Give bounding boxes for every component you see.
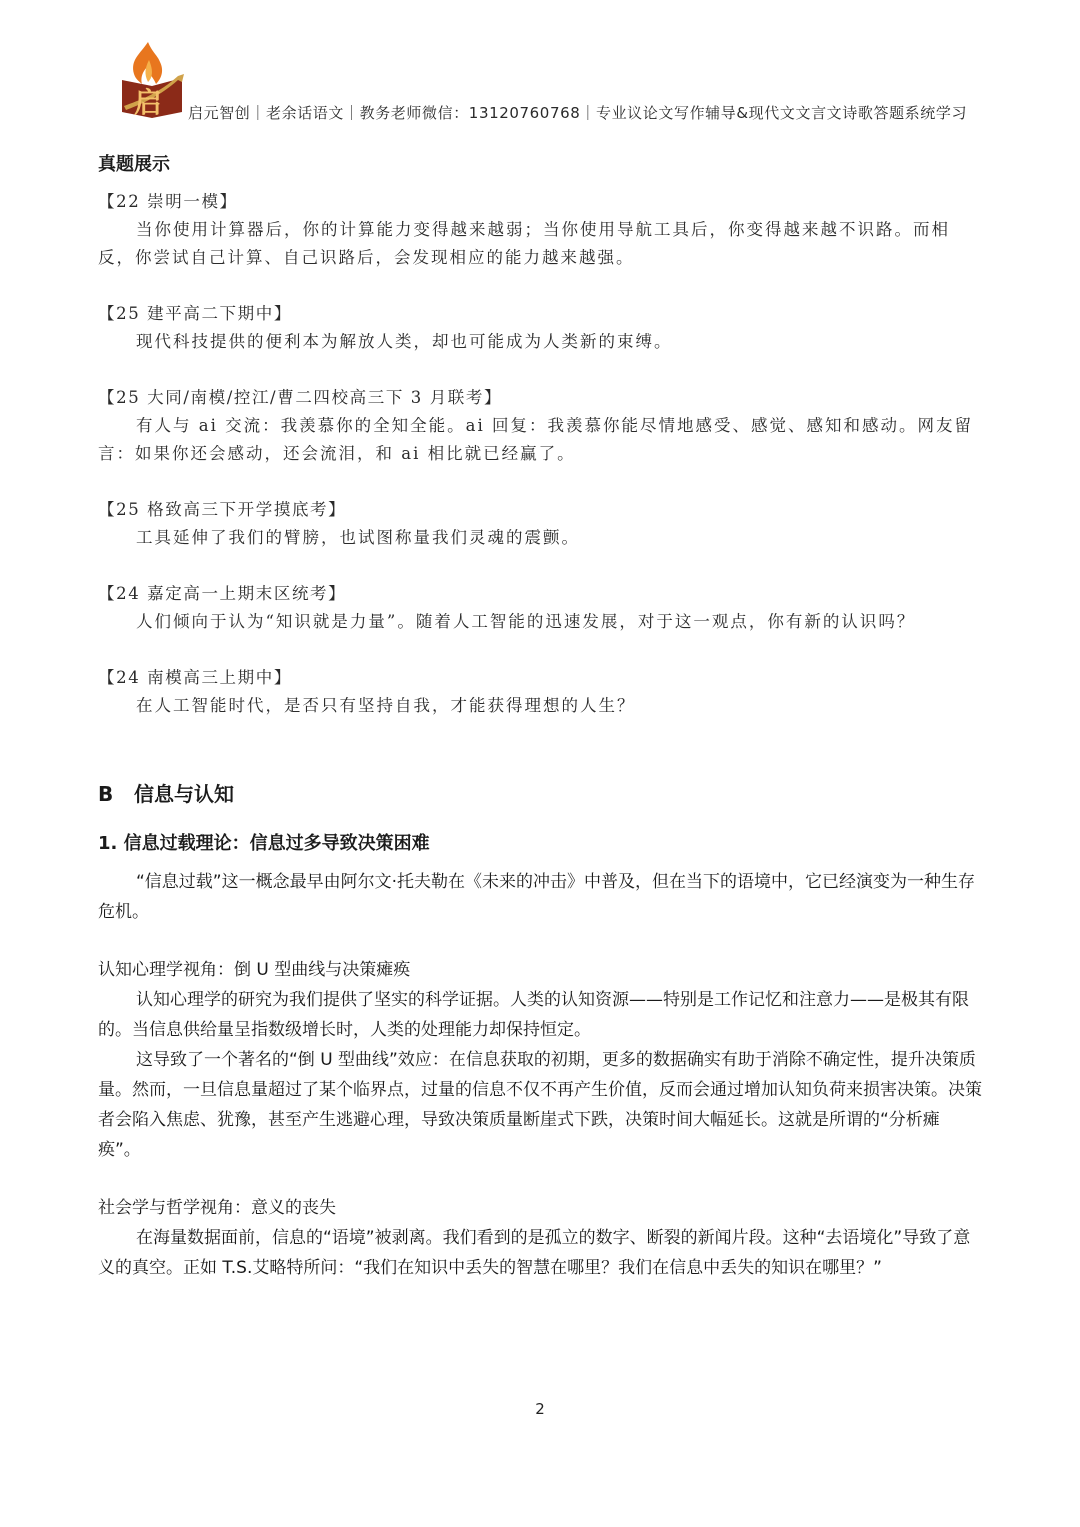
exam-source: 【22 崇明一模】 [98,192,238,211]
page-content [98,150,982,1311]
topic-paragraph: 在海量数据面前，信息的“语境”被剥离。我们看到的是孤立的数字、断裂的新闻片段。这种“去语境化”导致了意义的真空。正如 T.S.艾略特所问：“我们在知识中丢失的智慧在哪里？我们在信息中丢失的知识在哪里？” [98,1228,971,1278]
intro-paragraph: “信息过载”这一概念最早由阿尔文·托夫勒在《未来的冲击》中普及，但在当下的语境中，它已经演变为一种生存危机。 [98,872,976,922]
exam-text: 现代科技提供的便利本为解放人类，却也可能成为人类新的束缚。 [136,332,673,351]
exam-item [98,580,982,636]
logo-char: 启 [134,86,163,118]
page-header [118,40,998,130]
brand-logo [118,40,186,118]
exam-text: 人们倾向于认为“知识就是力量”。随着人工智能的迅速发展，对于这一观点，你有新的认识吗？ [136,612,916,631]
exam-item [98,300,982,356]
section-b-letter: B [98,782,114,806]
exam-item [98,384,982,468]
topic-label: 认知心理学视角：倒 U 型曲线与决策瘫痪 [98,960,411,980]
exam-item [98,496,982,552]
exam-source: 【24 嘉定高一上期末区统考】 [98,584,347,603]
subsection-heading: 1. 信息过载理论：信息过多导致决策困难 [98,833,430,854]
exam-text: 当你使用计算器后，你的计算能力变得越来越弱；当你使用导航工具后，你变得越来越不识路。而相反，你尝试自己计算、自己识路后，会发现相应的能力越来越强。 [98,220,950,267]
exam-source: 【25 建平高二下期中】 [98,304,292,323]
exam-text: 在人工智能时代，是否只有坚持自我，才能获得理想的人生？ [136,696,636,715]
section-b-heading [98,778,982,807]
topic-block [98,955,982,1165]
exam-source: 【25 大同/南模/控江/曹二四校高三下 3 月联考】 [98,388,503,407]
topic-paragraph: 认知心理学的研究为我们提供了坚实的科学证据。人类的认知资源——特别是工作记忆和注意力——是极其有限的。当信息供给量呈指数级增长时，人类的处理能力却保持恒定。 [98,990,969,1040]
exam-text: 工具延伸了我们的臂膀，也试图称量我们灵魂的震颤。 [136,528,580,547]
exam-source: 【25 格致高三下开学摸底考】 [98,500,347,519]
exam-source: 【24 南模高三上期中】 [98,668,292,687]
topic-paragraph: 这导致了一个著名的“倒 U 型曲线”效应：在信息获取的初期，更多的数据确实有助于消除不确定性，提升决策质量。然而，一旦信息量超过了某个临界点，过量的信息不仅不再产生价值，反而会通过增加认知负荷来损害决策。决策者会陷入焦虑、犹豫，甚至产生逃避心理，导致决策质量断崖式下跌，决策时间大幅延长。这就是所谓的“分析瘫痪”。 [98,1050,982,1160]
exam-text: 有人与 ai 交流：我羡慕你的全知全能。ai 回复：我羡慕你能尽情地感受、感觉、感知和感动。网友留言：如果你还会感动，还会流泪，和 ai 相比就已经赢了。 [98,416,973,463]
exam-item [98,188,982,272]
page-number: 2 [535,1400,545,1418]
intro-block [98,867,982,927]
topic-label: 社会学与哲学视角：意义的丧失 [98,1198,336,1218]
section-b-title: 信息与认知 [134,782,234,806]
exam-item [98,664,982,720]
exam-section-title: 真题展示 [98,154,170,175]
header-brand-text: 启元智创｜老余话语文｜教务老师微信：13120760768｜专业议论文写作辅导&现代文文言文诗歌答题系统学习 [188,104,968,122]
topic-block [98,1193,982,1283]
